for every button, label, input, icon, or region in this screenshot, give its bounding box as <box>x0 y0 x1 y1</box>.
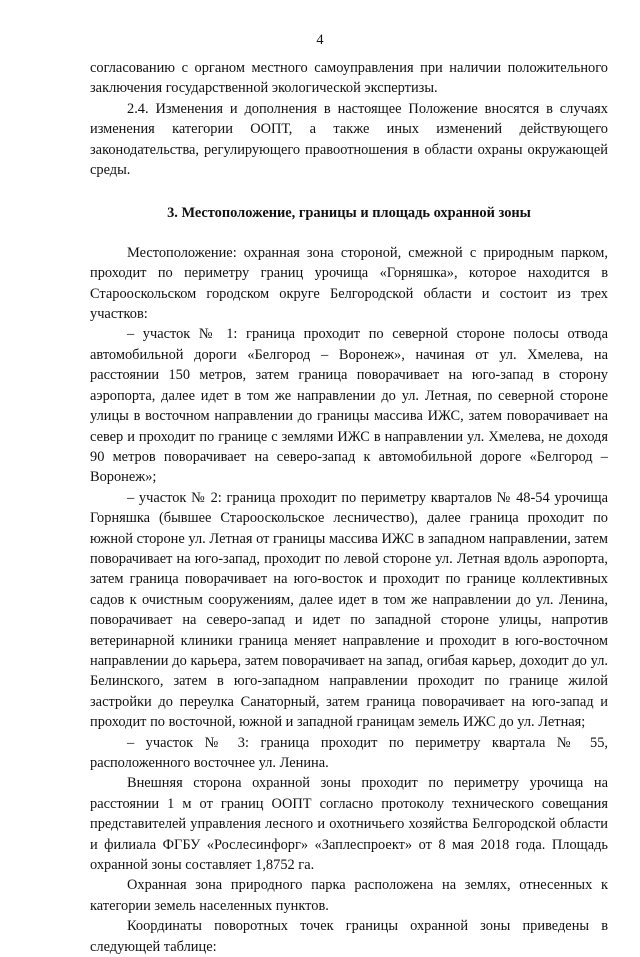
document-body <box>90 58 608 957</box>
paragraph-plot-2: – участок № 2: граница проходит по периметру кварталов № 48-54 урочища Горняшка (бывшее Старооскольское лесничество), далее граница проходит по южной стороне ул. Летная от границы массива ИЖС в западном направлении, затем поворачивает на юго-запад, проходит по левой стороне ул. Летная вдоль аэропорта, затем граница поворачивает на юго-восток и проходит по границе коллективных садов к очистным сооружениям, далее идет в том же направлении до ул. Ленина, поворачивает на северо-запад и идет по западной стороне улицы, напротив ветеринарной клиники граница меняет направление и проходит в юго-восточном направлении до карьера, затем поворачивает на запад, огибая карьер, доходит до ул. Белинского, затем в юго-западном направлении проходит по границе жилой застройки до переулка Санаторный, затем граница поворачивает на юго-запад и проходит по восточной, южной и западной границам земель ИЖС до ул. Летная; <box>90 489 608 731</box>
page-number: 4 <box>316 32 324 48</box>
paragraph-outer-boundary: Внешняя сторона охранной зоны проходит по периметру урочища на расстоянии 1 м от границ ООПТ согласно протоколу технического совещания представителей управления лесного и охотничьего хозяйства Белгородской области и филиала ФГБУ «Рослесинфорг» «Заплеспроект» от 8 мая 2018 года. Площадь охранной зоны составляет 1,8752 га. <box>90 775 608 874</box>
paragraph-amendments: 2.4. Изменения и дополнения в настоящее Положение вносятся в случаях изменения категории ООПТ, а также иных изменений действующего законодательства, регулирующего правоотношения в области охраны окружающей среды. <box>90 100 608 179</box>
paragraph-location: Местоположение: охранная зона стороной, смежной с природным парком, проходит по периметру границ урочища «Горняшка», которое находится в Старооскольском городском округе Белгородской области и состоит из трех участков: <box>90 244 608 323</box>
paragraph-land-category: Охранная зона природного парка расположена на землях, отнесенных к категории земель населенных пунктов. <box>90 877 608 914</box>
section-heading: 3. Местоположение, границы и площадь охранной зоны <box>167 205 531 222</box>
paragraph-plot-1: – участок № 1: граница проходит по северной стороне полосы отвода автомобильной дороги «Белгород – Воронеж», начиная от ул. Хмелева, на расстоянии 150 метров, затем граница поворачивает на юго-запад в сторону аэропорта, далее идет в том же направлении до ул. Летная, по северной стороне улицы в восточном направлении до границы массива ИЖС, затем поворачивает на север и проходит по границе с землями ИЖС в направлении ул. Хмелева, не доходя 90 метров поворачивает на северо-запад к автомобильной дороге «Белгород – Воронеж»; <box>90 326 608 486</box>
paragraph-plot-3: – участок № 3: граница проходит по периметру квартала № 55, расположенного восточнее ул. Ленина. <box>90 734 608 771</box>
paragraph-approval: согласованию с органом местного самоуправления при наличии положительного заключения государственной экологической экспертизы. <box>90 60 608 97</box>
paragraph-coordinates-intro: Координаты поворотных точек границы охранной зоны приведены в следующей таблице: <box>90 918 608 955</box>
